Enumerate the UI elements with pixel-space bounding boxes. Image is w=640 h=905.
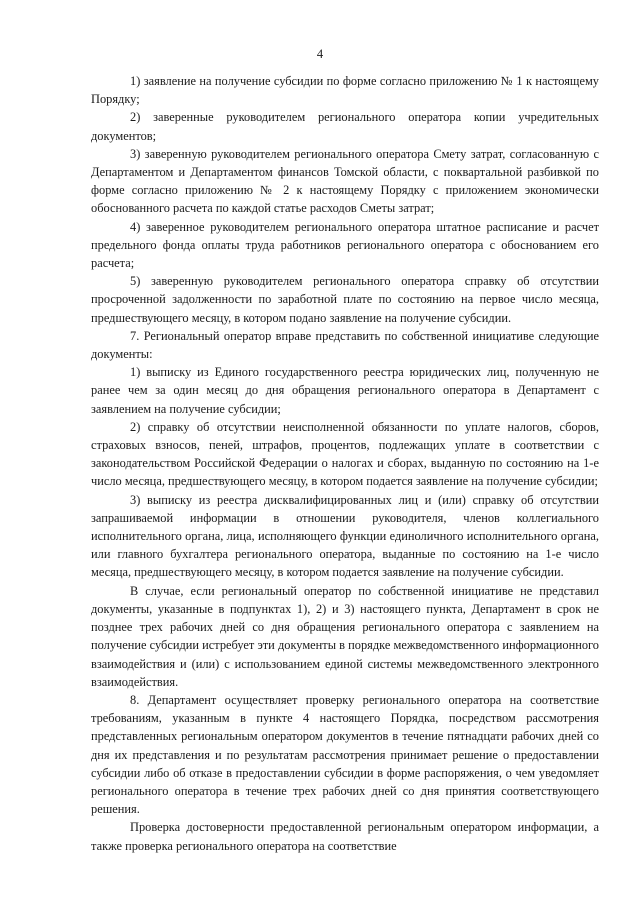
document-body bbox=[91, 72, 599, 855]
paragraph-item-3-disqualified-registry: 3) выписку из реестра дисквалифицированных лиц и (или) справку об отсутствии запрашиваемой информации в отношении руководителя, членов коллегиального исполнительного органа, лица, исполняющего функции единоличного исполнительного органа, или главного бухгалтера регионального оператора, выданные по состоянию на 1-е число месяца, предшествующего месяцу, в котором подается заявление на получение субсидии. bbox=[91, 492, 599, 580]
paragraph-item-1-application: 1) заявление на получение субсидии по форме согласно приложению № 1 к настоящему Порядку; bbox=[91, 74, 599, 107]
paragraph-item-4-staff-schedule: 4) заверенное руководителем регионального оператора штатное расписание и расчет предельного фонда оплаты труда работников регионального оператора с обоснованием его расчета; bbox=[91, 219, 599, 271]
paragraph-item-1-registry-extract: 1) выписку из Единого государственного реестра юридических лиц, полученную не ранее чем за один месяц до дня обращения регионального оператора в Департамент с заявлением на получение субсидии; bbox=[91, 365, 599, 416]
paragraph-section-8: 8. Департамент осуществляет проверку регионального оператора на соответствие требованиям, указанным в пункте 4 настоящего Порядка, посредством рассмотрения представленных региональным оператором документов в течение пятнадцати рабочих дней со дня их представления и по результатам рассмотрения принимает решение о предоставлении субсидии либо об отказе в предоставлении субсидии в форме распоряжения, о чем уведомляет регионального оператора в течение трех рабочих дней со дня принятия соответствующего решения. bbox=[91, 692, 599, 817]
paragraph-item-2-founding-docs: 2) заверенные руководителем регионального оператора копии учредительных документов; bbox=[91, 110, 599, 143]
paragraph-verification: Проверка достоверности предоставленной региональным оператором информации, а также проверка регионального оператора на соответствие bbox=[91, 820, 599, 853]
paragraph-section-7: 7. Региональный оператор вправе представить по собственной инициативе следующие документы: bbox=[91, 328, 599, 362]
paragraph-item-3-cost-estimate: 3) заверенную руководителем регионального оператора Смету затрат, согласованную с Департаментом и Департаментом финансов Томской области, с поквартальной разбивкой по форме согласно приложению № 2 к настоящему Порядку с приложением экономически обоснованного расчета по каждой статье расходов Сметы затрат; bbox=[91, 146, 599, 216]
paragraph-interagency-request: В случае, если региональный оператор по собственной инициативе не представил документы, указанные в подпунктах 1), 2) и 3) настоящего пункта, Департамент в срок не позднее трех рабочих дней со дня обращения регионального оператора с заявлением на получение субсидии истребует эти документы в порядке межведомственного информационного взаимодействия и (или) с использованием единой системы межведомственного электронного взаимодействия. bbox=[91, 583, 599, 689]
paragraph-item-2-tax-certificate: 2) справку об отсутствии неисполненной обязанности по уплате налогов, сборов, страховых взносов, пеней, штрафов, процентов, подлежащих уплате в соответствии с законодательством Российской Федерации о налогах и сборах, выданную по состоянию на 1-е число месяца, предшествующего месяцу, в котором подается заявление на получение субсидии; bbox=[91, 419, 599, 489]
paragraph-item-5-wage-arrears: 5) заверенную руководителем регионального оператора справку об отсутствии просроченной задолженности по заработной плате по состоянию на первое число месяца, предшествующего месяцу, в котором подано заявление на получение субсидии. bbox=[91, 274, 599, 325]
page-number: 4 bbox=[316, 47, 324, 61]
